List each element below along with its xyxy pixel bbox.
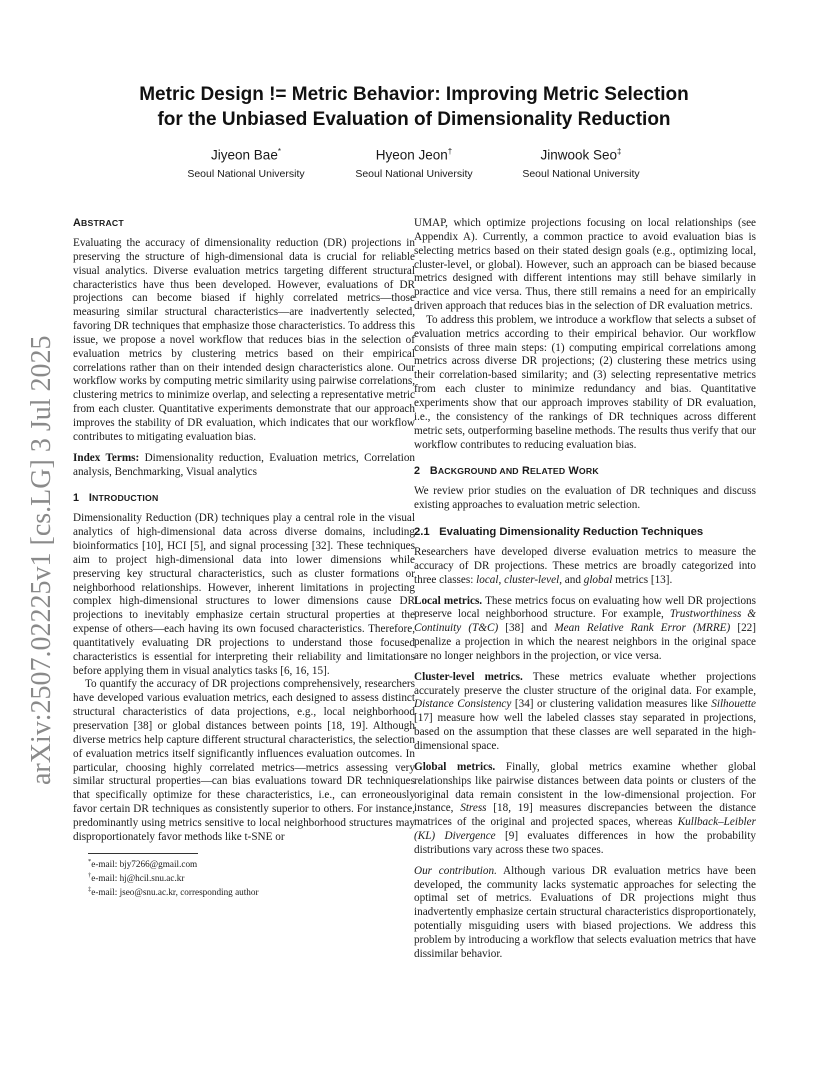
- left-column: [73, 216, 415, 898]
- author-affiliation: Seoul National University: [355, 167, 473, 180]
- footnote: ‡e-mail: jseo@snu.ac.kr, corresponding author: [88, 885, 259, 897]
- cluster-metrics-paragraph: Cluster-level metrics. These metrics evaluate whether projections accurately preserve the cluster structure of the original data. For example, Distance Consistency [34] or clustering validation measures like Silhouette [17] measure how well the labeled classes stay separated in projections, based on the assumption that these classes are well separated in the high-dimensional space.: [414, 670, 757, 752]
- local-metrics-paragraph: Local metrics. These metrics focus on evaluating how well DR projections preserve local neighborhood structure. For example, Trustworthiness & Continuity (T&C) [38] and Mean Relative Rank Error (MRRE) [22] penalize a projection in which the nearest neighbors in the original space are no longer neighbors in the projection, or vice versa.: [414, 594, 757, 662]
- index-terms: [73, 452, 415, 480]
- footnote-rule: [88, 853, 198, 854]
- author-mark: *: [277, 147, 281, 156]
- intro-paragraph-continued: UMAP, which optimize projections focusing on local relationships (see Appendix A). Currently, a common practice to avoid evaluation bias is selecting metrics based on their stated design goals (e.g., optimizing local, cluster-level, or global). However, such an approach can be biased because metrics designed with different intentions may still behave similarly in practice and vice versa. Thus, there still remains a need for an empirically driven approach that reduces bias in the selection of DR evaluation metrics.: [414, 217, 756, 313]
- author-mark: ‡: [617, 147, 622, 156]
- section-1-heading: 1 INTRODUCTION: [73, 492, 159, 505]
- section-2-intro: We review prior studies on the evaluation of DR techniques and discuss existing approaches to evaluation metric selection.: [414, 485, 756, 512]
- author-affiliation: Seoul National University: [187, 167, 305, 180]
- right-column: [414, 217, 756, 962]
- subsection-2-1-heading: 2.1 Evaluating Dimensionality Reduction Techniques: [414, 526, 704, 539]
- abstract-text: Evaluating the accuracy of dimensionality reduction (DR) projections in preserving the structure of high-dimensional data is crucial for reliable visual analytics. Diverse evaluation metrics targeting different structural characteristics have thus been developed. However, evaluations of DR projections can become biased if highly correlated metrics—those measuring similar structural characteristics—are inadvertently selected, favoring DR techniques that emphasize those characteristics. To address this issue, we propose a novel workflow that reduces bias in the selection of evaluation metrics by clustering metrics based on their empirical correlations rather than on their intended design characteristics alone. Our workflow works by computing metric similarity using pairwise correlations, clustering metrics to minimize overlap, and selecting a representative metric from each cluster. Quantitative experiments demonstrate that our approach improves the stability of DR evaluation, which indicates that our workflow contributes to mitigating evaluation bias.: [73, 237, 415, 443]
- index-terms-text: Dimensionality reduction, Evaluation metrics, Correlation analysis, Benchmarking, Visual analytics: [73, 451, 416, 478]
- subsection-2-1-intro: Researchers have developed diverse evaluation metrics to measure the accuracy of DR projections. These metrics are broadly categorized into three classes: local, cluster-level, and global metrics [13].: [414, 546, 756, 586]
- author-mark: †: [447, 147, 453, 156]
- author-affiliation: Seoul National University: [522, 167, 640, 180]
- abstract-heading: ABSTRACT: [73, 217, 124, 229]
- title-line-1: Metric Design != Metric Behavior: Improving Metric Selection: [139, 84, 689, 105]
- paper-title: [100, 82, 728, 132]
- contribution-paragraph: Our contribution. Although various DR evaluation metrics have been developed, the community lacks systematic approaches for selecting the optimal set of metrics. Evaluations of DR projections might thus inadvertently emphasize certain structural characteristics disproportionately, potentially misguiding users with biased projections. We address this problem by introducing a workflow that selects evaluation metrics that have dissimilar behavior.: [414, 864, 756, 960]
- index-terms-label: Index Terms:: [73, 451, 140, 464]
- global-metrics-paragraph: Global metrics. Finally, global metrics examine whether global relationships like pairwise distances between data points or clusters of the original data remain consistent in the low-dimensional projection. For instance, Stress [18, 19] measures discrepancies between the distance matrices of the original and projected spaces, whereas Kullback–Leibler (KL) Divergence [9] evaluates differences in how the probability distributions vary across these two spaces.: [414, 760, 756, 856]
- title-line-2: for the Unbiased Evaluation of Dimensionality Reduction: [157, 109, 671, 130]
- footnote: †e-mail: hj@hcil.snu.ac.kr: [88, 871, 185, 883]
- author-name: Jinwook Seo: [540, 147, 618, 163]
- author-name: Hyeon Jeon: [375, 147, 448, 163]
- arxiv-identifier: arXiv:2507.02225v1 [cs.LG] 3 Jul 2025: [26, 335, 57, 785]
- section-2-heading: 2 BACKGROUND AND RELATED WORK: [414, 465, 599, 478]
- intro-paragraph-2: To quantify the accuracy of DR projections comprehensively, researchers have developed various evaluation metrics, each designed to assess distinct structural characteristics of data projections, e.g., local neighborhood preservation [38] or global distances between points [18, 19]. Although diverse metrics help capture different structural characteristics, the selection of evaluation metrics itself significantly influences evaluation outcomes. In particular, choosing highly correlated metrics—metrics assessing very similar structural properties—can bias evaluations toward DR techniques that specifically optimize for these characteristics, i.e., can erroneously favor certain DR techniques as consistently superior to others. For instance, predominantly using metrics sensitive to local neighborhood structures may disproportionately favor methods like t-SNE or: [73, 678, 415, 843]
- footnotes: [73, 856, 415, 898]
- author-3: [471, 143, 691, 182]
- footnote: *e-mail: bjy7266@gmail.com: [88, 857, 198, 869]
- intro-paragraph-workflow: To address this problem, we introduce a workflow that selects a subset of evaluation metrics according to their empirical behavior. Our workflow consists of three main steps: (1) computing empirical correlations among metrics across diverse DR projections; (2) clustering these metrics using their correlation-based similarity; and (3) selecting representative metrics from each cluster to minimize redundancy and bias. Quantitative experiments show that our approach improves stability of DR evaluation, i.e., the consistency of the rankings of DR techniques across different metric sets, outperforming baseline methods. The results thus verify that our workflow contributes to reducing evaluation bias.: [414, 313, 756, 451]
- intro-paragraph-1: Dimensionality Reduction (DR) techniques play a central role in the visual analytics of high-dimensional data across diverse domains, including bioinformatics [10], HCI [5], and signal processing [32]. These techniques aim to project high-dimensional data into lower dimensions while preserving key structural characteristics, such as cluster formations or neighborhood relationships. However, inherent limitations in projecting complex high-dimensional structures to lower dimensions cause DR projections to inevitably emphasize certain structural properties at the expense of others—each having its own focused characteristics. Therefore, quantitatively evaluating DR projections to understand those focused characteristics is essential for interpreting their reliability and limitations before applying them in visual analytics tasks [6, 16, 15].: [73, 512, 415, 677]
- author-name: Jiyeon Bae: [211, 147, 278, 163]
